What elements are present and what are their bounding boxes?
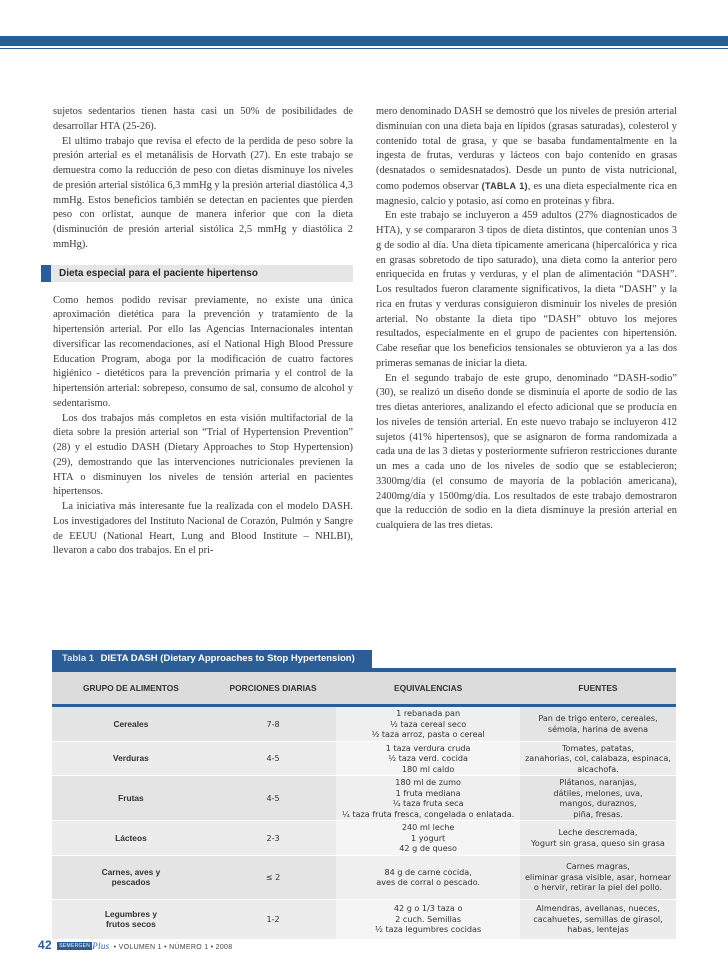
header-cell: PORCIONES DIARIAS xyxy=(210,672,336,706)
equivalences-cell xyxy=(336,855,520,899)
food-group-cell xyxy=(52,855,210,899)
cell-line: ½ taza arroz, pasta o cereal xyxy=(371,729,485,739)
section-heading-text: Dieta especial para el paciente hipertenso xyxy=(59,267,258,279)
page-footer xyxy=(38,938,232,952)
cell-line: cacahuetes, semillas de girasol, xyxy=(533,913,663,924)
cell-line: Leche descremada, xyxy=(558,827,638,838)
sources-cell xyxy=(520,821,676,856)
food-group-cell: Frutas xyxy=(52,776,210,821)
heading-marker xyxy=(41,265,51,282)
daily-portions-cell: 4-5 xyxy=(210,776,336,821)
cell-line: 1 fruta mediana xyxy=(395,787,461,798)
table-reference[interactable]: (TABLA 1) xyxy=(481,180,528,191)
right-column xyxy=(376,105,677,534)
cell-line: dátiles, melones, uva, xyxy=(553,787,643,798)
cell-line: 84 g de carne cocida, xyxy=(384,866,472,877)
brand-plus: Plus xyxy=(92,941,110,951)
sources-cell xyxy=(520,741,676,776)
paragraph: La iniciativa más interesante fue la realizada con el modelo DASH. Los investigadores del Instituto Nacional de Corazón, Pulmón y Sangre de EEUU (National Heart, Lung and Blood Institute – NHLBI), llevaron a cabo dos trabajos. En el pri- xyxy=(53,501,353,557)
cell-line: ¼ taza fruta seca xyxy=(392,798,464,808)
cell-line: sémola, harina de avena xyxy=(547,723,649,734)
cell-line: aves de corral o pescado. xyxy=(376,877,480,887)
cell-line: 1 rebanada pan xyxy=(396,708,461,718)
header-cell: GRUPO DE ALIMENTOS xyxy=(52,672,210,706)
top-accent-bar xyxy=(0,36,728,46)
cell-line: Legumbres y xyxy=(104,908,157,919)
dash-diet-table xyxy=(52,650,676,940)
paragraph: El ultimo trabajo que revisa el efecto de la perdida de peso sobre la presión arterial es el metanálisis de Horvath (27). En este trabajo se demuestra como la reducción de peso con dietas disminuye los niveles de presión arterial sistólica 6,3 mmHg y la presión arterial diastólica 4,3 mmHg. Estos beneficios también se detectan en pacientes que pierden peso con orlistat, aunque de manera inferior que con la dieta (disminución de presión arterial sistólica 2,5 mmHg y diastólica 2 mmHg). xyxy=(53,135,353,250)
cell-line: Pan de trigo entero, cereales, xyxy=(538,713,658,724)
cell-line: Carnes magras, xyxy=(566,861,630,872)
cell-line: zanahorias, col, calabaza, espinaca, xyxy=(525,753,671,763)
paragraph: En el segundo trabajo de este grupo, denominado “DASH-sodio” (30), se realizó un diseño donde se disminuía el aporte de sodio de las tres dietas anteriores, analizando el efecto adicional que se producía en los niveles de tensión arterial. En este nuevo trabajo se incluyeron 412 sujetos (41% hipertensos), que se asignaron de forma randomizada a cada una de las 3 dietas y posteriormente sufrieron restricciones durante un mes a cada uno de los niveles de sodio que se establecieron; 3300mg/día (el consumo de mayoría de la población americana), 2400mg/día y 1500mg/día. Los resultados de este trabajo demostraron que la reducción de sodio en la dieta disminuye la presión arterial en cualquiera de las tres dietas. xyxy=(376,372,677,531)
paragraph: sujetos sedentarios tienen hasta casi un 50% de posibilidades de desarrollar HTA (25-26). xyxy=(53,106,353,132)
daily-portions-cell: ≤ 2 xyxy=(210,855,336,899)
cell-line: ½ taza legumbres cocidas xyxy=(375,924,482,935)
equivalences-cell xyxy=(336,776,520,821)
equivalences-cell xyxy=(336,899,520,939)
equivalences-cell xyxy=(336,706,520,742)
table-header-row xyxy=(52,672,676,706)
table-title-bar xyxy=(52,650,372,668)
cell-line: 180 ml caldo xyxy=(401,763,455,774)
sources-cell xyxy=(520,899,676,939)
header-cell: EQUIVALENCIAS xyxy=(336,672,520,706)
table-body xyxy=(52,706,676,940)
table-row xyxy=(52,706,676,742)
paragraph-text: , es una dieta especialmente rica en magnesio, calcio y potasio, así como en proteínas y fibra. xyxy=(376,180,677,207)
equivalences-cell xyxy=(336,741,520,776)
brand-logo: SEMERGEN xyxy=(59,943,91,949)
food-group-cell xyxy=(52,899,210,939)
paragraph: Los dos trabajos más completos en esta visión multifactorial de la dieta sobre la presión arterial son “Trial of Hypertension Prevention” (28) y el estudio DASH (Dietary Approaches to Stop Hypertension) (29), demostrando que las intervenciones nutricionales previenen la HTA o disminuyen los niveles de tensión arterial en pacientes hipertensos. xyxy=(53,412,353,498)
cell-line: 1 yogurt xyxy=(411,832,446,843)
paragraph xyxy=(376,105,677,209)
cell-line: ½ taza verd. cocida xyxy=(388,753,469,763)
sources-cell xyxy=(520,855,676,899)
cell-line: ¼ taza fruta fresca, congelada o enlatada. xyxy=(341,808,515,819)
cell-line: habas, lentejas xyxy=(567,924,629,935)
cell-line: alcachofa. xyxy=(577,763,619,774)
issue-info: • VOLUMEN 1 • NÚMERO 1 • 2008 xyxy=(113,944,233,951)
paragraph: Como hemos podido revisar previamente, no existe una única aproximación dietética para la prevención y tratamiento de la hipertensión arterial. Por ello las Agencias Internacionales intentan diversificar las recomendaciones, así el National High Blood Pressure Education Program, aboga por la modificación de cuatro factores higiénico - dietéticos para la prevención primaria y el control de la hipertensión arterial: sobrepeso, consumo de sal, consumo de alcohol y sedentarismo. xyxy=(53,294,353,409)
header-cell: FUENTES xyxy=(520,672,676,706)
cell-line: pescados xyxy=(111,877,151,887)
cell-line: 240 ml leche xyxy=(401,822,455,832)
cell-line: 42 g de queso xyxy=(399,843,457,853)
daily-portions-cell: 7-8 xyxy=(210,706,336,742)
sources-cell xyxy=(520,706,676,742)
cell-line: Tomates, patatas, xyxy=(561,742,634,753)
table xyxy=(52,672,676,940)
cell-line: Yogurt sin grasa, queso sin grasa xyxy=(531,837,665,848)
cell-line: 2 cuch. Semillas xyxy=(395,913,462,924)
food-group-cell: Lácteos xyxy=(52,821,210,856)
cell-line: 1 taza verdura cruda xyxy=(385,742,471,753)
food-group-cell: Cereales xyxy=(52,706,210,742)
cell-line: frutos secos xyxy=(106,919,156,929)
cell-line: 42 g o 1/3 taza o xyxy=(393,903,463,914)
equivalences-cell xyxy=(336,821,520,856)
cell-line: Carnes, aves y xyxy=(101,866,161,877)
cell-line: mangos, duraznos, xyxy=(559,798,637,808)
table-row xyxy=(52,855,676,899)
cell-line: 180 ml de zumo xyxy=(395,777,461,787)
left-column xyxy=(53,105,353,559)
cell-line: o hervir, retirar la piel del pollo. xyxy=(533,882,663,893)
table-title: DIETA DASH (Dietary Approaches to Stop Hypertension) xyxy=(100,653,355,664)
cell-line: Almendras, avellanas, nueces, xyxy=(536,903,660,914)
food-group-cell: Verduras xyxy=(52,741,210,776)
page-number: 42 xyxy=(38,938,52,952)
daily-portions-cell: 1-2 xyxy=(210,899,336,939)
top-accent-rule xyxy=(0,48,728,49)
daily-portions-cell: 4-5 xyxy=(210,741,336,776)
cell-line: eliminar grasa visible, asar, hornear xyxy=(524,871,672,882)
daily-portions-cell: 2-3 xyxy=(210,821,336,856)
sources-cell xyxy=(520,776,676,821)
cell-line: Plátanos, naranjas, xyxy=(559,777,637,787)
paragraph: En este trabajo se incluyeron a 459 adultos (27% diagnosticados de HTA), y se compararon 3 tipos de dieta distintos, que contenían unos 3 g de sodio al día. Una dieta típicamente americana (hipercalórica y rica en grasas sobretodo de tipo saturado), una dieta como la anterior pero enriquecida en frutas y verduras, y el plan de alimentación “DASH”. Los resultados fueron claramente significativos, la dieta “DASH” y la rica en frutas y verduras consiguieron disminuir los niveles de presión arterial. No obstante la dieta tipo “DASH” obtuvo los mejores resultados, especialmente en el grupo de pacientes con hipertensión. Cabe reseñar que los beneficios tensionales se obtuvieron ya a las dos primeras semanas de iniciar la dieta. xyxy=(376,210,677,369)
table-row xyxy=(52,741,676,776)
paragraph-text: mero denominado DASH se demostró que los niveles de presión arterial disminuían con una dieta baja en lípidos (grasas saturadas), colesterol y contenido total de grasa, y que se basaba fundamentalmente en la ingesta de frutas, verduras y lácteos con bajo contenido en grasas (desnatados o semidesnatados). Desde un punto de vista nutricional, como podemos observar xyxy=(376,106,677,192)
table-label: Tabla 1 xyxy=(62,653,95,664)
table-row xyxy=(52,776,676,821)
table-row xyxy=(52,899,676,939)
cell-line: piña, fresas. xyxy=(573,808,623,819)
table-row xyxy=(52,821,676,856)
section-heading xyxy=(41,265,353,282)
cell-line: ½ taza cereal seco xyxy=(389,718,467,729)
